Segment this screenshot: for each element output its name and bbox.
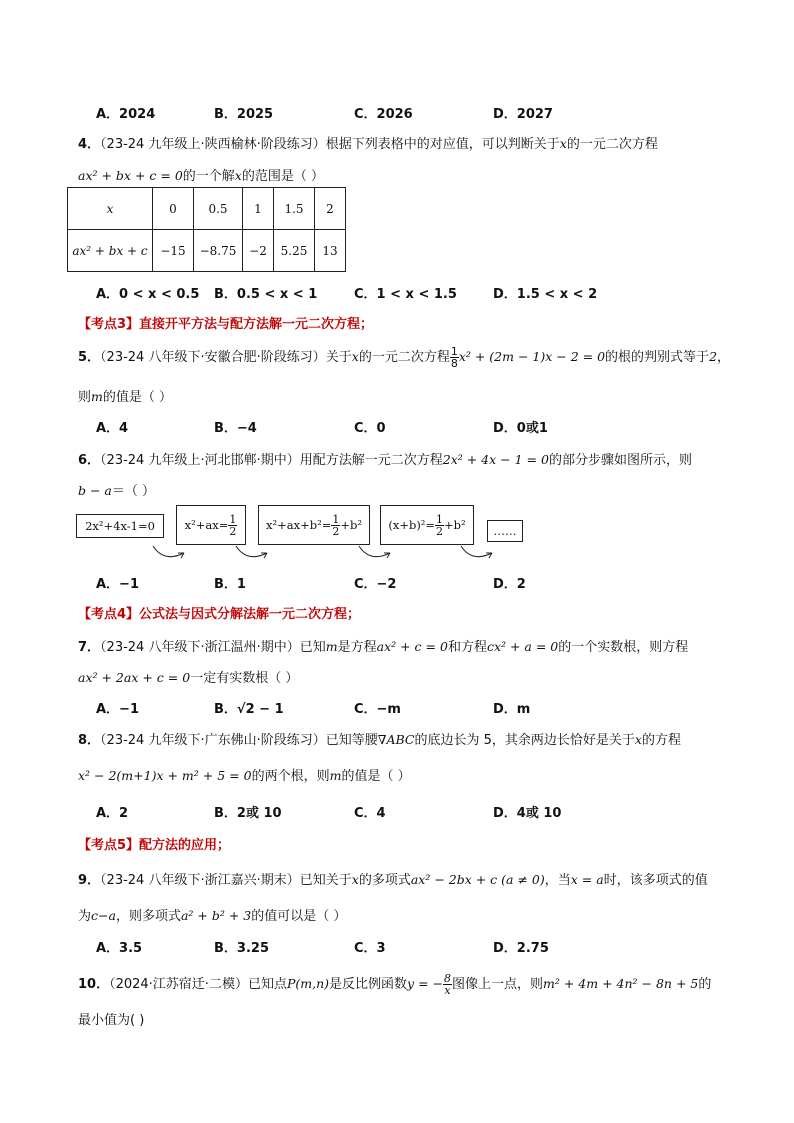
- q10-question-line2: 最小值为( ): [78, 1013, 145, 1028]
- section-heading-kaodian5: 【考点5】配方法的应用；: [78, 838, 231, 853]
- q6-option-c: C．−2: [354, 577, 397, 592]
- q6-step-box-5: ……: [487, 520, 523, 542]
- table-cell: 13: [315, 230, 346, 272]
- q9-option-b: B．3.25: [214, 941, 269, 956]
- table-cell: ax² + bx + c: [68, 230, 153, 272]
- curved-arrow-icon: [356, 543, 396, 565]
- q8-option-b: B．2或 10: [214, 806, 282, 821]
- q6-question: 6．（23-24 九年级上·河北邯郸·期中）用配方法解一元二次方程2x² + 4x − 1 = 0的部分步骤如图所示，则: [78, 452, 692, 468]
- q9-option-d: D．2.75: [493, 941, 549, 956]
- q6-step-box-4: (x+b)²= $\frac{1}{2}$ +b²: [380, 505, 474, 545]
- q4-option-a: A．0 < x < 0.5: [96, 287, 200, 302]
- q7-option-a: A．−1: [96, 702, 139, 717]
- curved-arrow-icon: [458, 543, 498, 565]
- q9-question-line2: 为c−a，则多项式a² + b² + 3的值可以是（ ）: [78, 908, 347, 924]
- q3-option-a: A．2024: [96, 107, 156, 122]
- section-heading-kaodian4: 【考点4】公式法与因式分解法解一元二次方程；: [78, 607, 361, 622]
- table-cell: 5.25: [274, 230, 315, 272]
- q9-option-a: A．3.5: [96, 941, 143, 956]
- table-cell: 0.5: [194, 188, 243, 230]
- q4-option-c: C．1 < x < 1.5: [354, 287, 457, 302]
- q6-option-b: B．1: [214, 577, 246, 592]
- q7-question-line2: ax² + 2ax + c = 0一定有实数根（ ）: [78, 670, 299, 686]
- table-cell: −2: [243, 230, 274, 272]
- q8-option-d: D．4或 10: [493, 806, 562, 821]
- q7-option-d: D．m: [493, 702, 531, 717]
- q9-option-c: C．3: [354, 941, 386, 956]
- curved-arrow-icon: [150, 543, 190, 565]
- q5-question: 5．（23-24 八年级下·安徽合肥·阶段练习）关于x的一元二次方程 $\frac{1}{8}$ x² + (2m − 1)x − 2 = 0的根的判别式等于2，: [78, 345, 731, 370]
- q7-question: 7．（23-24 八年级下·浙江温州·期中）已知m是方程ax² + c = 0和方程cx² + a = 0的一个实数根，则方程: [78, 639, 689, 655]
- q8-option-c: C．4: [354, 806, 386, 821]
- q5-fraction: $\frac{1}{8}$: [450, 345, 458, 370]
- table-cell: 0: [153, 188, 194, 230]
- q10-fraction: $\frac{8}{x}$: [444, 972, 451, 997]
- section-heading-kaodian3: 【考点3】直接开平方法与配方法解一元二次方程；: [78, 317, 374, 332]
- table-row: [68, 188, 346, 230]
- q4-option-b: B．0.5 < x < 1: [214, 287, 318, 302]
- q5-option-c: C．0: [354, 421, 386, 436]
- table-cell: x: [68, 188, 153, 230]
- q6-option-a: A．−1: [96, 577, 139, 592]
- q3-option-d: D．2027: [493, 107, 553, 122]
- q5-option-b: B．−4: [214, 421, 257, 436]
- table-cell: −8.75: [194, 230, 243, 272]
- q5-option-a: A．4: [96, 421, 129, 436]
- q4-question: 4．（23-24 九年级上·陕西榆林·阶段练习）根据下列表格中的对应值，可以判断关于x的一元二次方程: [78, 136, 658, 152]
- table-cell: 1.5: [274, 188, 315, 230]
- q5-option-d: D．0或1: [493, 421, 548, 436]
- q5-question-line2: 则m的值是（ ）: [78, 389, 173, 405]
- q8-option-a: A．2: [96, 806, 129, 821]
- q6-step-box-3: x²+ax+b²= $\frac{1}{2}$ +b²: [258, 505, 370, 545]
- table-row: [68, 230, 346, 272]
- table-cell: 1: [243, 188, 274, 230]
- q7-option-c: C．−m: [354, 702, 401, 717]
- q4-value-table: [67, 187, 346, 272]
- q3-option-c: C．2026: [354, 107, 413, 122]
- q8-question-line2: x² − 2(m+1)x + m² + 5 = 0的两个根，则m的值是（ ）: [78, 768, 411, 784]
- table-cell: 2: [315, 188, 346, 230]
- q6-option-d: D．2: [493, 577, 526, 592]
- q9-question: 9．（23-24 八年级下·浙江嘉兴·期末）已知关于x的多项式ax² − 2bx + c (a ≠ 0)，当x = a时，该多项式的值: [78, 872, 708, 888]
- q8-question: 8．（23-24 九年级下·广东佛山·阶段练习）已知等腰∇ABC的底边长为 5，其余两边长恰好是关于x的方程: [78, 732, 681, 748]
- curved-arrow-icon: [233, 543, 273, 565]
- q4-question-line2: ax² + bx + c = 0的一个解x的范围是（ ）: [78, 168, 324, 184]
- table-cell: −15: [153, 230, 194, 272]
- q4-option-d: D．1.5 < x < 2: [493, 287, 598, 302]
- q6-question-line2: b − a＝（ ）: [78, 483, 156, 499]
- q3-option-b: B．2025: [214, 107, 274, 122]
- q6-step-box-1: 2x²+4x-1=0: [76, 514, 164, 538]
- q10-question: 10．（2024·江苏宿迁·二模）已知点P(m,n)是反比例函数y = − $\frac{8}{x}$ 图像上一点，则m² + 4m + 4n² − 8n + 5的: [78, 972, 712, 997]
- q7-option-b: B．√2 − 1: [214, 702, 284, 717]
- q6-step-box-2: x²+ax= $\frac{1}{2}$: [176, 505, 246, 545]
